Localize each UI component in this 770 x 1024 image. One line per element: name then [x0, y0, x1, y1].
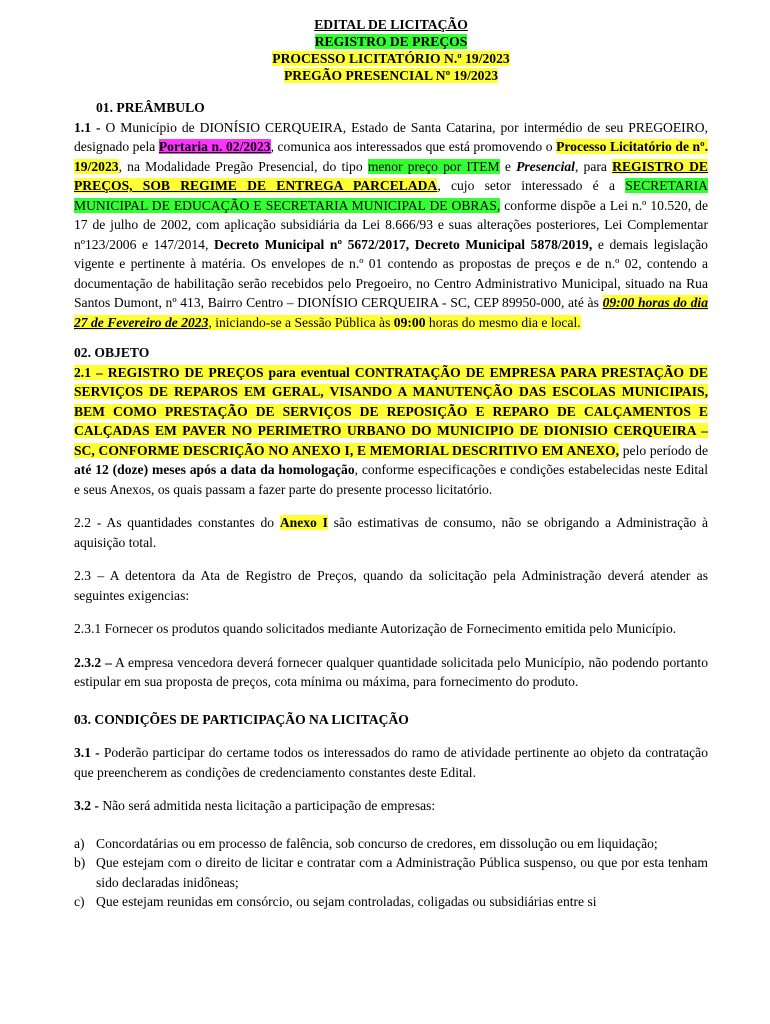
text: O Município de DIONÍSIO CERQUEIRA, Estado de Santa Catarina, por intermédio de seu PREGOEIRO, designado pela	[74, 119, 708, 154]
text: e demais legislação vigente e pertinente à matéria. Os envelopes de n.º 01 contendo as propostas de preços e de n.º 02, contendo a documentação de habilitação serão recebidos pelo Pregoeiro, no Centro Administrativo Municipal, situado na Rua Santos Dumont, nº 413, Bairro Centro – DIONÍSIO CERQUEIRA - SC, CEP 89950-000, até às	[74, 236, 708, 310]
highlight-secretaria: SECRETARIA MUNICIPAL DE EDUCAÇÃO E SECRETARIA MUNICIPAL DE OBRAS,	[74, 178, 708, 213]
section-heading-objeto: 02. OBJETO	[74, 345, 150, 360]
highlight-portaria: Portaria n. 02/2023	[158, 139, 271, 154]
highlight-anexo: Anexo I	[279, 515, 328, 530]
list-item	[74, 892, 708, 912]
paragraph-1-1	[74, 118, 708, 333]
list-marker: a)	[74, 835, 85, 851]
text: Poderão participar do certame todos os interessados do ramo de atividade pertinente ao objeto da contratação que preencherem as condições de credenciamento constantes deste Edital.	[74, 745, 708, 780]
text: e	[499, 158, 517, 174]
paragraph-2-3: 2.3 – A detentora da Ata de Registro de Preços, quando da solicitação pela Administração deverá atender as seguintes exigencias:	[74, 568, 708, 603]
text: , cujo setor interessado é a	[437, 178, 626, 193]
highlight-processo: Processo Licitatório de nº. 19/2023	[74, 139, 708, 174]
text: são estimativas de consumo, não se obrigando a Administração à aquisição total.	[74, 515, 708, 550]
text: , comunica aos interessados que está promovendo o	[270, 139, 557, 154]
list-marker: b)	[74, 855, 86, 870]
list-item-text: Que estejam reunidas em consórcio, ou sejam controladas, coligadas ou subsidiárias entre si	[96, 894, 597, 909]
list-item-text: Que estejam com o direito de licitar e contratar com a Administração Pública suspenso, ou que por esta tenham sido declaradas inidôneas;	[96, 855, 708, 890]
highlight-data-sessao: 09:00 horas do dia 27 de Fevereiro de 2023	[74, 295, 709, 330]
text: A empresa vencedora deverá fornecer qualquer quantidade solicitada pelo Município, não podendo portanto estipular em sua proposta de preços, cota mínima ou máxima, para fornecimento do produto.	[74, 654, 708, 689]
item-number: 3.2 -	[74, 798, 99, 813]
exclusion-list	[74, 834, 708, 912]
text: pelo período de	[619, 442, 708, 458]
highlight-objeto: 2.1 – REGISTRO DE PREÇOS para eventual CONTRATAÇÃO DE EMPRESA PARA PRESTAÇÃO DE SERVIÇOS DE REPAROS EM GERAL, VISANDO A MANUTENÇÃO DAS ESCOLAS MUNICIPAIS, BEM COMO PRESTAÇÃO DE SERVIÇOS DE REPOSIÇÃO E REPARO DE CALÇAMENTOS E CALÇADAS EM PAVER NO PERIMETRO URBANO DO MUNICIPIO DE DIONISIO CERQUEIRA – SC, CONFORME DESCRIÇÃO NO ANEXO I, E MEMORIAL DESCRITIVO EM ANEXO,	[74, 364, 708, 458]
title-registro: REGISTRO DE PREÇOS	[314, 34, 468, 49]
list-marker: c)	[74, 894, 85, 909]
list-item-text: Concordatárias ou em processo de falência, sob concurso de credores, em dissolução ou em liquidação;	[96, 835, 658, 851]
title-pregao: PREGÃO PRESENCIAL Nº 19/2023	[283, 68, 499, 83]
highlight-hora: 09:00	[393, 314, 426, 330]
highlight-text: , iniciando-se a Sessão Pública às	[208, 314, 394, 330]
text: , conforme especificações e condições estabelecidas neste Edital e seus Anexos, os quais passam a fazer parte do presente processo licitatório.	[74, 462, 708, 497]
text: Não será admitida nesta licitação a participação de empresas:	[98, 798, 436, 813]
item-number: 1.1 -	[74, 119, 101, 135]
decreto-text: Decreto Municipal nº 5672/2017, Decreto Municipal 5878/2019,	[214, 236, 593, 252]
paragraph-2-3-1: 2.3.1 Fornecer os produtos quando solicitados mediante Autorização de Fornecimento emitida pelo Município.	[74, 621, 677, 636]
document-page	[74, 16, 708, 912]
title-edital: EDITAL DE LICITAÇÃO	[314, 17, 468, 32]
section-heading-condicoes: 03. CONDIÇÕES DE PARTICIPAÇÃO NA LICITAÇÃO	[74, 711, 409, 727]
item-number: 3.1 -	[74, 745, 100, 760]
document-title	[74, 16, 708, 84]
text: 2.2 - As quantidades constantes do	[74, 515, 280, 530]
text: , para	[574, 158, 613, 174]
presencial-text: Presencial	[516, 158, 575, 174]
prazo-text: até 12 (doze) meses após a data da homologação	[74, 462, 355, 477]
list-item	[74, 834, 708, 854]
text: , na Modalidade Pregão Presencial, do tipo	[118, 158, 368, 174]
highlight-registro-precos: REGISTRO DE PREÇOS, SOB REGIME DE ENTREGA PARCELADA	[74, 158, 708, 193]
paragraph-2-3-2	[74, 653, 708, 692]
highlight-text: horas do mesmo dia e local.	[425, 314, 581, 330]
title-processo: PROCESSO LICITATÓRIO N.º 19/2023	[272, 51, 510, 66]
paragraph-3-1	[74, 743, 708, 782]
paragraph-3-2	[74, 796, 708, 816]
section-heading-preambulo: 01. PREÂMBULO	[96, 100, 205, 115]
item-number: 2.3.2 –	[74, 654, 112, 670]
paragraph-2-2	[74, 513, 708, 552]
highlight-menor-preco: menor preço por ITEM	[367, 158, 500, 174]
text: conforme dispõe a Lei n.º 10.520, de 17 de julho de 2002, com aplicação subsidiária da Lei 8.666/93 e suas alterações posteriores, Lei Complementar nº123/2006 e 147/2014,	[74, 197, 708, 252]
paragraph-2-1	[74, 363, 708, 500]
list-item	[74, 853, 708, 892]
